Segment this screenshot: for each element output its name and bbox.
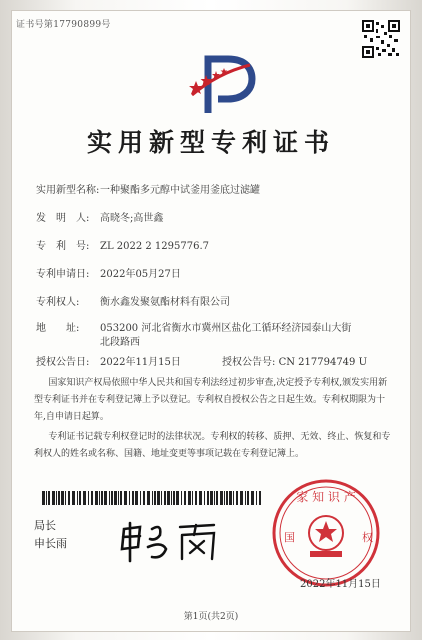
pub-number-value: CN 217794749 U <box>278 357 368 368</box>
pub-number-label: 授权公告号: <box>222 357 276 368</box>
address-value-line-2: 北段路西 <box>100 337 140 348</box>
record-paragraph: 专利证书记载专利权登记时的法律状况。专利权的转移、质押、无效、终止、恢复和专利权人的姓名或名称、国籍、地址变更等事项记载在专利登记簿上。 <box>34 432 391 459</box>
signature-title: 局长 <box>34 519 56 532</box>
pub-date-value: 2022年11月15日 <box>100 357 181 368</box>
certificate-title: 实用新型专利证书 <box>86 128 335 157</box>
patent-number-row <box>36 237 209 252</box>
official-seal-icon <box>270 477 382 589</box>
pub-date-row <box>36 353 181 368</box>
seal-date: 2022年11月15日 <box>300 579 381 590</box>
owner-label: 专利权人: <box>36 297 80 308</box>
certificate-number: 证书号第17790899号 <box>16 20 111 30</box>
patent-number-value: ZL 2022 2 1295776.7 <box>100 241 210 252</box>
svg-text:权: 权 <box>362 531 373 544</box>
name-row <box>36 181 260 196</box>
owner-value: 衡水鑫发聚氨酯材料有限公司 <box>100 297 230 308</box>
certificate-paper <box>11 10 411 632</box>
patent-number-label: 专 利 号: <box>36 241 90 252</box>
filing-date-value: 2022年05月27日 <box>100 269 181 280</box>
address-value-line-1: 053200 河北省衡水市冀州区盐化工循环经济园泰山大街 <box>100 323 352 334</box>
cnipa-logo-icon <box>188 55 258 117</box>
barcode-icon <box>42 491 262 505</box>
pub-date-label: 授权公告日: <box>36 357 90 368</box>
page-number: 第1页(共2页) <box>183 612 239 622</box>
filing-date-label: 专利申请日: <box>36 269 90 280</box>
address-row <box>36 319 351 334</box>
svg-text:国: 国 <box>284 531 295 544</box>
name-value: 一种聚酯多元醇中试釜用釜底过滤罐 <box>100 185 260 196</box>
inventor-value: 高晓冬;高世鑫 <box>100 213 164 224</box>
inventor-label: 发 明 人: <box>36 213 90 224</box>
svg-text:家 知 识 产: 家 知 识 产 <box>296 490 356 504</box>
qr-code-icon <box>362 15 400 65</box>
inventor-row <box>36 209 163 224</box>
grant-paragraph: 国家知识产权局依照中华人民共和国专利法经过初步审查,决定授予专利权,颁发实用新型专利证书并在专利登记簿上予以登记。专利权自授权公告之日起生效。专利权期限为十年,自申请日起算。 <box>34 378 388 422</box>
name-label: 实用新型名称: <box>36 185 100 196</box>
owner-row <box>36 293 230 308</box>
handwritten-signature <box>118 519 228 565</box>
signature-name: 申长雨 <box>34 537 67 550</box>
pub-number-row <box>222 353 367 368</box>
filing-date-row <box>36 265 181 280</box>
address-label: 地 址: <box>36 323 80 334</box>
